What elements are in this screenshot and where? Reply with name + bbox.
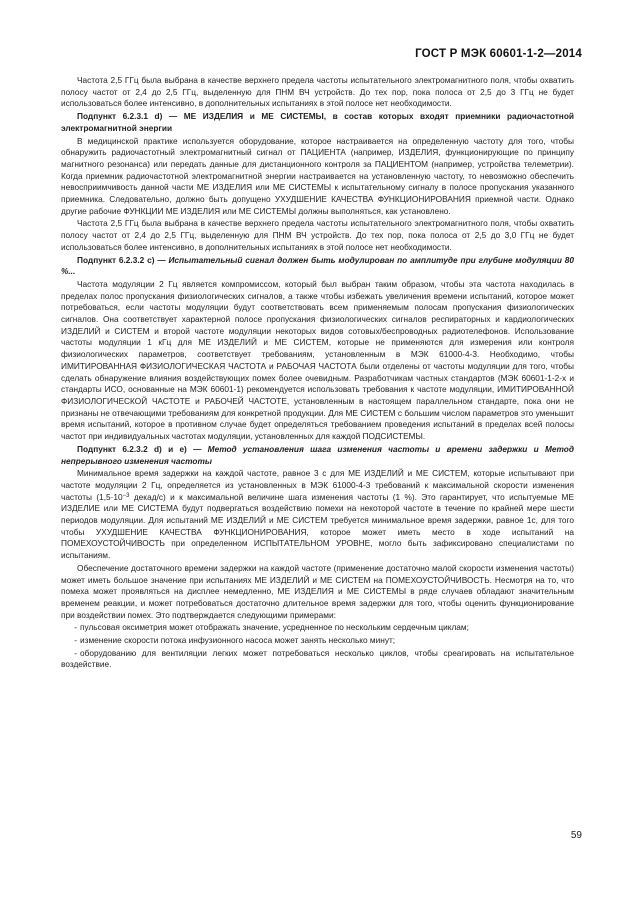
subclause-heading: [61, 444, 574, 467]
subclause-heading: [61, 255, 574, 278]
list-item-text: пульсовая оксиметрия может отображать значение, усредненное по нескольким сердечным циклам;: [80, 622, 469, 633]
list-item-text: изменение скорости потока инфузионного насоса может занять несколько минут;: [80, 635, 396, 646]
subclause-heading: Подпункт 6.2.3.1 d) — МЕ ИЗДЕЛИЯ и МЕ СИСТЕМЫ, в состав которых входят приемники радиочастотной электромагнитной энергии: [61, 111, 574, 133]
paragraph-text: декад/с) и к максимальной величине шага изменения частоты (1 %). Это гарантирует, что испытуемые МЕ ИЗДЕЛИЕ или МЕ СИСТЕМА будут подвергаться воздействию помехи на некоторой частоте в течение по крайней мере шести периодов модуляции. Для испытаний МЕ ИЗДЕЛИЙ и МЕ СИСТЕМ требуется минимальное время задержки, равное 1с, для того чтобы УХУДШЕНИЕ КАЧЕСТВА ФУНКЦИОНИРОВАНИЯ, которое может иметь место в ходе испытаний на ПОМЕХОУСТОЙЧИВОСТЬ при определенном ИСПЫТАТЕЛЬНОМ УРОВНЕ, могло быть зафиксировано специалистами по испытаниям.: [61, 491, 574, 561]
paragraph: [61, 468, 574, 562]
paragraph: Частота 2,5 ГГц была выбрана в качестве верхнего предела частоты испытательного электромагнитного поля, чтобы охватить полосу частот от 2,4 до 2,5 ГГц, выделенную для ПНМ ВЧ устройств. До тех пор, пока полоса от 2,5 до 3,0 ГГц не будет использоваться более интенсивно, в дополнительных испытаниях в этой полосе нет необходимости.: [61, 218, 574, 252]
dash-bullet: -: [74, 622, 77, 633]
paragraph-text: Минимальное время задержки на каждой частоте, равное 3 с для МЕ ИЗДЕЛИЙ и МЕ СИСТЕМ, которые испытывают при частоте модуляции 2 Гц, определяется из установленных в МЭК 61000-4-3 требований к максимальной скорости изменения частоты (1,5·10: [61, 468, 574, 502]
list-item: [61, 648, 574, 671]
document-header: ГОСТ Р МЭК 60601-1-2—2014: [415, 48, 582, 60]
dash-bullet: -: [74, 647, 77, 658]
paragraph: Частота 2,5 ГГц была выбрана в качестве верхнего предела частоты испытательного электромагнитного поля, чтобы охватить полосу частот от 2,4 до 2,5 ГГц, выделенную для ПНМ ВЧ устройств. До тех пор, пока полоса от 2,5 до 3 ГГц не будет использоваться более интенсивно, в дополнительных испытаниях в этой полосе нет необходимости.: [61, 75, 574, 109]
list-item: [61, 635, 574, 647]
subclause-number: Подпункт 6.2.3.2 d) и е) —: [77, 443, 208, 454]
subclause-title: Испытательный сигнал должен быть модулирован по амплитуде при глубине модуляции 80 %...: [61, 254, 574, 277]
document-body: [61, 75, 574, 672]
page-number: 59: [570, 830, 582, 841]
list-item-text: оборудованию для вентиляции легких может потребоваться несколько циклов, чтобы среагировать на испытательное воздействие.: [61, 647, 574, 670]
paragraph: В медицинской практике используется оборудование, которое настраивается на определенную частоту для того, чтобы обнаружить радиочастотный электромагнитный сигнал от ПАЦИЕНТА (например, ИЗДЕЛИЯ, функционирующие по принципу магнитного резонанса) или передать данные для дистанционного контроля за ПАЦИЕНТОМ (например, устройства телеметрии). Когда приемник радиочастотной электромагнитной энергии настраивается на установленную частоту, то невозможно обеспечить невосприимчивость данной части МЕ ИЗДЕЛИЯ или МЕ СИСТЕМЫ к испытательному сигналу в полосе пропускания указанного приемника. Следовательно, должно быть допущено УХУДШЕНИЕ КАЧЕСТВА ФУНКЦИОНИРОВАНИЯ приемной части. Однако другие рабочие ФУНКЦИИ МЕ ИЗДЕЛИЯ или МЕ СИСТЕМЫ должны выполняться, как установлено.: [61, 135, 574, 216]
list-item: [61, 622, 574, 634]
dash-bullet: -: [74, 635, 77, 646]
exponent: −3: [122, 492, 130, 499]
paragraph: Обеспечение достаточного времени задержки на каждой частоте (применение достаточно малой скорости изменения частоты) может иметь большое значение при испытаниях МЕ ИЗДЕЛИЙ и МЕ СИСТЕМ на ПОМЕХОУСТОЙЧИВОСТЬ. Несмотря на то, что помеха может проявляться на дисплее немедленно, МЕ ИЗДЕЛИЯ и МЕ СИСТЕМЫ в ряде случаев обладают значительным временем реакции, и может потребоваться достаточно длительное время задержки для того, чтобы оценить функционирование при воздействии помех. Это подтверждается следующими примерами:: [61, 562, 574, 620]
subclause-number: Подпункт 6.2.3.2 с) —: [77, 254, 169, 265]
subclause-title: Метод установления шага изменения частоты и времени задержки и Метод непрерывного изменения частоты: [61, 443, 574, 466]
paragraph: Частота модуляции 2 Гц является компромиссом, который был выбран таким образом, чтобы эта частота находилась в пределах полос пропускания физиологических сигналов, а также чтобы избежать увеличения времени испытаний, которое может потребоваться, если частоты модуляции будут соответствовать всем применяемым полосам пропускания физиологических сигналов. Она соответствует характерной полосе пропускания физиологических сигналов респираторных и кардиологических ИЗДЕЛИЙ и СИСТЕМ и второй частоте модуляции некоторых видов сотовых/беспроводных радиотелефонов. Использование частоты модуляции 1 кГц для МЕ ИЗДЕЛИЙ и МЕ СИСТЕМ, которые не применяются для измерения или контроля физиологических параметров, соответствует требованиям, установленным в МЭК 61000-4-3. Необходимо, чтобы ИМИТИРОВАННАЯ ФИЗИОЛОГИЧЕСКАЯ ЧАСТОТА и РАБОЧАЯ ЧАСТОТА были отделены от частоты модуляции для того, чтобы сделать обнаружение влияния воздействующих помех более очевидным. Разработчикам частных стандартов (МЭК 60601-1-2-х и стандарты ИСО, основанные на МЭК 60601-1) рекомендуется использовать требования к частоте модуляции, ИМИТИРОВАННОЙ ФИЗИОЛОГИЧЕСКОЙ ЧАСТОТЕ и РАБОЧЕЙ ЧАСТОТЕ, установленным в настоящем параллельном стандарте, пока они не признаны не отвечающими требованиям для конкретной продукции. Для МЕ СИСТЕМ с большим числом параметров это уменьшит время испытаний, которое в противном случае будет определяться требованием проведения испытаний в пределах всей полосы частот при индивидуальных частотах модуляции, установленных для каждой ПОДСИСТЕМЫ.: [61, 278, 574, 442]
